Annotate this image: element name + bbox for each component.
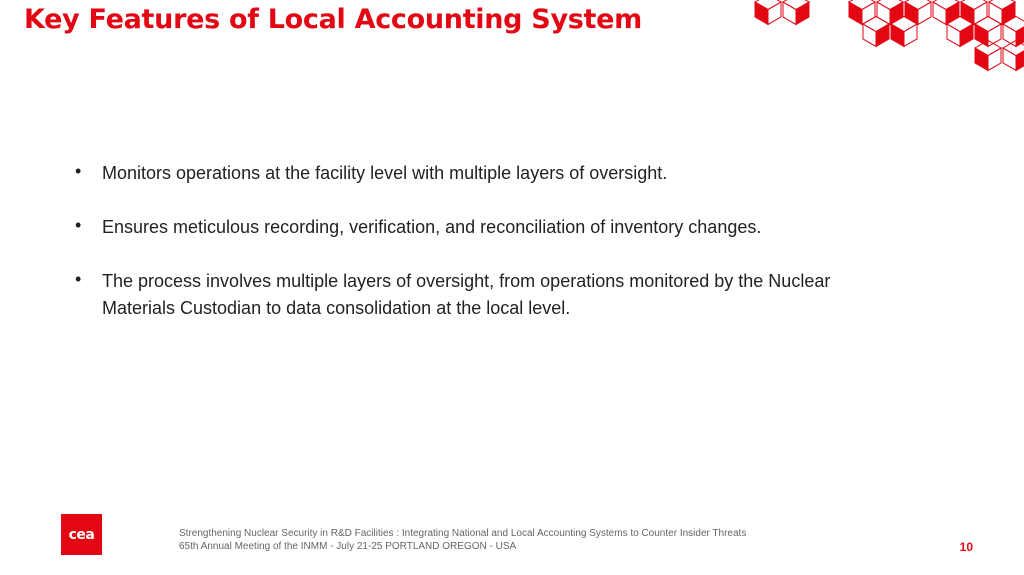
cube-face [947, 24, 960, 46]
cube-face [849, 2, 862, 24]
bullet-text: The process involves multiple layers of oversight, from operations monitored by the Nuclear Materials Custodian to data consolidation at the local level. [102, 271, 831, 318]
bullet-item [74, 214, 834, 241]
cube-face [904, 24, 917, 46]
bullet-marker: • [75, 161, 82, 181]
cube-face [960, 24, 973, 46]
cube-face [975, 24, 988, 46]
cube-face [1003, 48, 1016, 70]
cube-face [796, 2, 809, 24]
bullet-marker: • [75, 215, 82, 235]
footer-text [179, 527, 746, 553]
cube-face [988, 48, 1001, 70]
bullet-text: Ensures meticulous recording, verification, and reconciliation of inventory changes. [102, 217, 762, 237]
bullet-item [74, 268, 834, 322]
cube-face [988, 24, 1001, 46]
cube-face [933, 2, 946, 24]
footer-line-1: Strengthening Nuclear Security in R&D Facilities : Integrating National and Local Accounting Systems to Counter Insider Threats [179, 528, 747, 539]
cube-face [768, 2, 781, 24]
bullet-text: Monitors operations at the facility level with multiple layers of oversight. [102, 163, 668, 183]
bullet-marker: • [75, 269, 82, 289]
cube-face [1003, 24, 1016, 46]
slide-title: Key Features of Local Accounting System [24, 4, 642, 35]
cube-face [1016, 48, 1024, 70]
cube-face [891, 24, 904, 46]
logo-text: cea [68, 526, 95, 543]
cube-face [975, 48, 988, 70]
cube-face [863, 24, 876, 46]
page-number: 10 [959, 540, 973, 554]
decorative-cube-pattern [740, 0, 1024, 80]
bullet-item [74, 160, 834, 187]
bullet-list [74, 160, 834, 349]
cube-face [918, 2, 931, 24]
footer-line-2: 65th Annual Meeting of the INMM - July 21-25 PORTLAND OREGON - USA [179, 541, 517, 552]
cube-face [783, 2, 796, 24]
cube-face [755, 2, 768, 24]
cea-logo [61, 514, 102, 555]
cube-face [876, 24, 889, 46]
